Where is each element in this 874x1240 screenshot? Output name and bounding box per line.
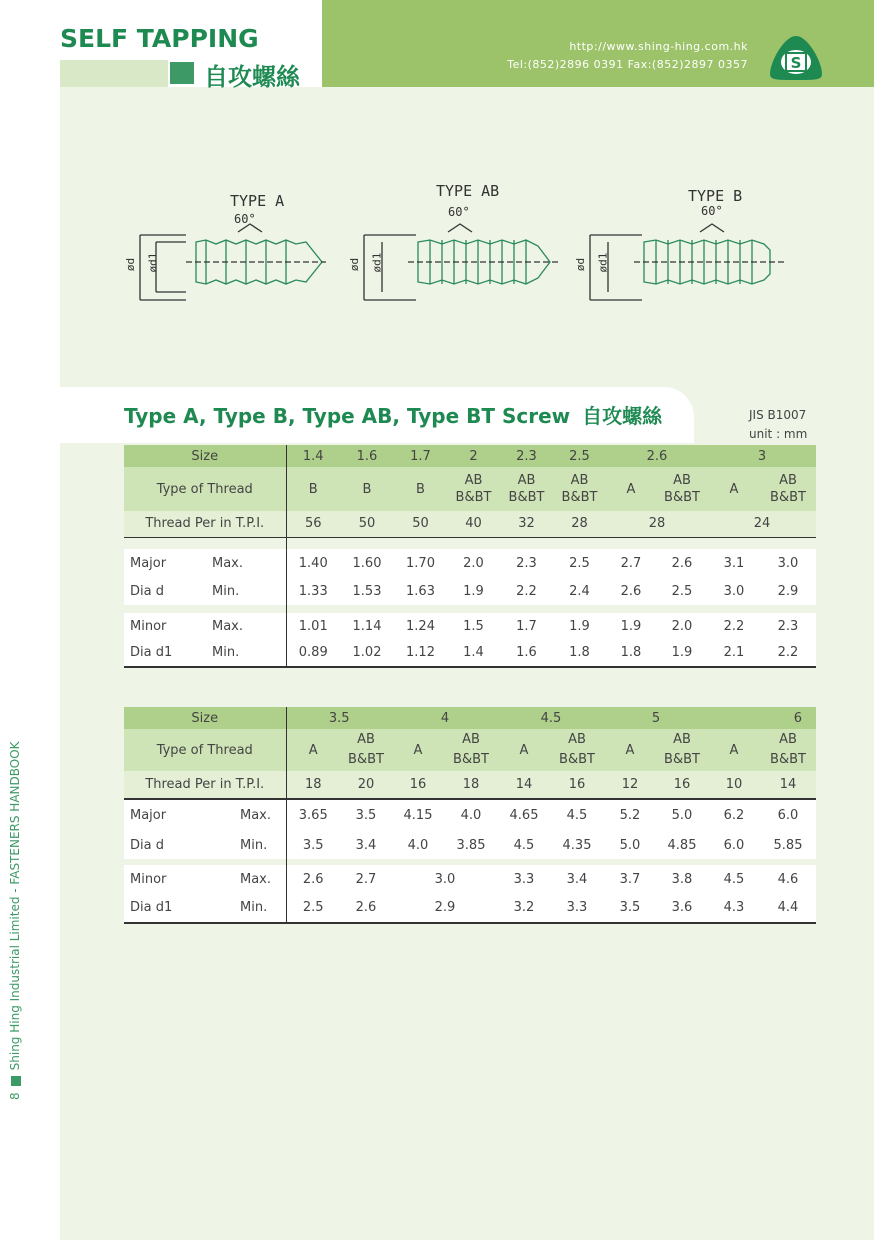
- minor-min-row: [124, 639, 816, 667]
- major-max-row: [124, 799, 816, 831]
- contact-info: [507, 38, 748, 74]
- value-cell: 1.01: [298, 618, 328, 634]
- value-cell: 2.6: [620, 583, 642, 599]
- value-cell: 1.4: [447, 639, 500, 667]
- min-label: Min.: [206, 639, 286, 667]
- sidebar-text: Shing Hing Industrial Limited - FASTENERS HANDBOOK: [8, 741, 22, 1071]
- company-logo-icon: [768, 34, 824, 82]
- thread-type-label: Type of Thread: [124, 729, 286, 771]
- value-cell: 3.1: [723, 555, 745, 571]
- tpi-label: Thread Per in T.P.I.: [124, 511, 286, 537]
- value-cell: 5.0: [671, 808, 693, 823]
- d1-label-b: ød1: [596, 252, 610, 273]
- spacer-row: [124, 537, 816, 549]
- sidebar-square-icon: [11, 1076, 21, 1086]
- value-cell: 2.0: [671, 618, 693, 634]
- tpi-cell: 24: [753, 516, 771, 532]
- size-cell: 3.5: [328, 710, 350, 726]
- value-cell: 1.9: [463, 583, 484, 599]
- tpi-row: [124, 771, 816, 799]
- min-label: Min.: [234, 893, 286, 923]
- tpi-cell: 56: [304, 516, 322, 532]
- value-cell: 4.85: [667, 837, 697, 853]
- thread-cell: AB B&BT: [559, 732, 595, 767]
- value-cell: 3.0: [777, 555, 799, 571]
- value-cell: 2.3: [516, 555, 537, 571]
- thread-cell: AB B&BT: [453, 732, 489, 767]
- size-cell: 1.4: [302, 448, 324, 464]
- sidebar-footer: [8, 741, 22, 1100]
- size-cell: 4.5: [540, 710, 562, 726]
- tpi-cell: 40: [465, 516, 482, 532]
- value-cell: 6.0: [723, 837, 745, 853]
- value-cell: 3.4: [566, 871, 588, 887]
- min-label: Min.: [234, 831, 286, 859]
- value-cell: 1.24: [406, 618, 435, 634]
- value-cell: 3.6: [656, 893, 708, 923]
- type-ab-angle: 60°: [448, 205, 470, 219]
- thread-cell: AB B&BT: [508, 473, 545, 505]
- value-cell: 2.5: [286, 893, 340, 923]
- value-cell: 2.6: [302, 871, 324, 887]
- value-cell: 2.7: [620, 555, 642, 571]
- thread-cell: A: [413, 742, 423, 758]
- major-min-row: [124, 577, 816, 605]
- value-cell: 2.5: [671, 583, 693, 599]
- value-cell: 4.5: [513, 837, 535, 853]
- size-cell: 2.6: [646, 448, 668, 464]
- minor-label: Minor: [130, 618, 167, 634]
- minor-min-row: [124, 893, 816, 923]
- screw-diagrams: [126, 180, 806, 314]
- thread-cell: A: [625, 742, 635, 758]
- section-title-cn: 自攻螺絲: [582, 404, 663, 428]
- value-cell: 2.9: [777, 583, 799, 599]
- d-label-ab: ød: [348, 257, 362, 272]
- value-cell: 2.3: [777, 618, 799, 634]
- page-title-chinese: 自攻螺絲: [204, 63, 300, 91]
- size-label: Size: [124, 445, 286, 467]
- value-cell: 3.65: [298, 808, 328, 823]
- spec-table-2: [124, 707, 816, 924]
- size-cell: 2: [469, 448, 478, 464]
- value-cell: 4.6: [777, 871, 799, 887]
- max-label: Max.: [206, 613, 286, 639]
- min-label: Min.: [206, 577, 286, 605]
- size-cell: 4: [440, 710, 450, 726]
- thread-type-label: Type of Thread: [124, 467, 286, 511]
- standard-code: JIS B1007: [749, 408, 807, 422]
- tpi-label: Thread Per in T.P.I.: [124, 771, 286, 799]
- tpi-cell: 20: [340, 771, 392, 799]
- tpi-cell: 50: [358, 516, 376, 532]
- tpi-cell: 28: [571, 516, 588, 532]
- value-cell: 1.9: [569, 618, 590, 634]
- thread-cell: AB B&BT: [664, 473, 700, 505]
- value-cell: 0.89: [286, 639, 340, 667]
- value-cell: 4.5: [566, 808, 588, 823]
- thread-cell: B: [308, 481, 318, 497]
- value-cell: 3.0: [723, 583, 745, 599]
- thread-cell: A: [626, 481, 636, 497]
- size-cell: 3: [757, 448, 767, 464]
- thread-cell: A: [308, 742, 318, 758]
- thread-type-row: [124, 467, 816, 511]
- value-cell: 1.9: [620, 618, 642, 634]
- value-cell: 1.60: [352, 555, 382, 571]
- value-cell: 3.5: [355, 808, 377, 823]
- value-cell: 4.65: [509, 808, 539, 823]
- value-cell: 5.2: [619, 808, 641, 823]
- value-cell: 1.70: [406, 555, 435, 571]
- value-cell: 5.0: [619, 837, 641, 853]
- value-cell: 4.0: [407, 837, 429, 853]
- dia-d-label: Dia d: [130, 837, 164, 853]
- dia-d1-label: Dia d1: [124, 893, 234, 923]
- size-cell: 6: [793, 710, 802, 726]
- thread-cell: AB B&BT: [455, 473, 492, 505]
- value-cell: 1.6: [500, 639, 553, 667]
- thread-cell: AB B&BT: [348, 732, 384, 767]
- value-cell: 4.5: [723, 871, 745, 887]
- d-label-a: ød: [124, 257, 138, 272]
- phone-fax: Tel:(852)2896 0391 Fax:(852)2897 0357: [507, 58, 748, 71]
- value-cell: 1.63: [406, 583, 435, 599]
- value-cell: 3.2: [498, 893, 550, 923]
- tpi-cell: 16: [392, 771, 444, 799]
- value-cell: 1.53: [352, 583, 382, 599]
- tpi-cell: 28: [648, 516, 666, 532]
- type-b-label: TYPE B: [688, 187, 743, 205]
- thread-cell: AB B&BT: [770, 732, 806, 767]
- value-cell: 2.0: [463, 555, 484, 571]
- value-cell: 1.40: [298, 555, 328, 571]
- value-cell: 4.4: [760, 893, 816, 923]
- value-cell: 3.4: [355, 837, 377, 853]
- value-cell: 3.5: [604, 893, 656, 923]
- tpi-cell: 14: [498, 771, 550, 799]
- value-cell: 6.2: [723, 808, 745, 823]
- page-title: SELF TAPPING: [60, 24, 259, 53]
- spec-table-1: [124, 445, 816, 668]
- tpi-cell: 16: [550, 771, 604, 799]
- type-a-angle: 60°: [234, 212, 256, 226]
- tpi-cell: 12: [604, 771, 656, 799]
- type-a-label: TYPE A: [230, 192, 285, 210]
- value-cell: 5.85: [773, 837, 803, 853]
- value-cell: 2.1: [708, 639, 760, 667]
- value-cell: 3.5: [302, 837, 324, 853]
- d1-label-a: ød1: [146, 252, 160, 273]
- value-cell: 1.9: [656, 639, 708, 667]
- thread-cell: AB B&BT: [770, 473, 806, 505]
- type-ab-label: TYPE AB: [436, 182, 500, 200]
- minor-max-row: [124, 613, 816, 639]
- value-cell: 1.14: [352, 618, 382, 634]
- value-cell: 6.0: [777, 808, 799, 823]
- size-cell: 1.6: [356, 448, 378, 464]
- value-cell: 1.7: [516, 618, 537, 634]
- unit-label: unit : mm: [749, 427, 808, 441]
- section-title: [124, 400, 662, 429]
- dia-d-label: Dia d: [130, 583, 164, 599]
- thread-cell: A: [729, 481, 739, 497]
- thread-cell: B: [416, 481, 425, 497]
- spacer-row: [124, 605, 816, 613]
- website-url[interactable]: http://www.shing-hing.com.hk: [569, 40, 748, 53]
- thread-cell: A: [729, 742, 739, 758]
- size-row: [124, 707, 816, 729]
- section-title-en: Type A, Type B, Type AB, Type BT Screw: [124, 404, 571, 428]
- tpi-cell: 18: [444, 771, 498, 799]
- minor-label: Minor: [130, 871, 167, 887]
- max-label: Max.: [234, 799, 286, 831]
- major-max-row: [124, 549, 816, 577]
- value-cell: 2.9: [392, 893, 498, 923]
- value-cell: 2.2: [760, 639, 816, 667]
- minor-max-row: [124, 865, 816, 893]
- type-b-angle: 60°: [701, 204, 723, 218]
- value-cell: 4.3: [708, 893, 760, 923]
- value-cell: 3.0: [434, 871, 456, 887]
- value-cell: 4.15: [403, 808, 433, 823]
- size-cell: 1.7: [410, 448, 431, 464]
- value-cell: 3.85: [456, 837, 486, 853]
- page-number: 8: [8, 1092, 22, 1100]
- tpi-cell: 50: [412, 516, 429, 532]
- header-square-icon: [170, 62, 194, 84]
- size-cell: 2.5: [569, 448, 590, 464]
- size-label: Size: [124, 707, 286, 729]
- tpi-cell: 10: [708, 771, 760, 799]
- thread-cell: AB B&BT: [561, 473, 598, 505]
- value-cell: 2.6: [671, 555, 693, 571]
- max-label: Max.: [206, 549, 286, 577]
- d-label-b: ød: [574, 257, 588, 272]
- value-cell: 2.2: [516, 583, 537, 599]
- value-cell: 3.7: [619, 871, 641, 887]
- value-cell: 4.35: [562, 837, 592, 853]
- value-cell: 3.8: [671, 871, 693, 887]
- tpi-cell: 32: [518, 516, 535, 532]
- thread-type-row: [124, 729, 816, 771]
- thread-cell: AB B&BT: [664, 732, 700, 767]
- value-cell: 1.33: [298, 583, 328, 599]
- tpi-cell: 18: [286, 771, 340, 799]
- value-cell: 2.7: [355, 871, 377, 887]
- dia-d1-label: Dia d1: [124, 639, 206, 667]
- tpi-cell: 16: [656, 771, 708, 799]
- major-min-row: [124, 831, 816, 859]
- value-cell: 2.6: [340, 893, 392, 923]
- major-label: Major: [130, 555, 167, 571]
- tpi-cell: 14: [760, 771, 816, 799]
- major-label: Major: [130, 808, 167, 823]
- size-cell: 2.3: [516, 448, 537, 464]
- value-cell: 3.3: [550, 893, 604, 923]
- logo-letter: S: [790, 54, 802, 72]
- value-cell: 1.8: [606, 639, 656, 667]
- d1-label-ab: ød1: [370, 252, 384, 273]
- thread-cell: A: [519, 742, 529, 758]
- size-cell: 5: [651, 710, 661, 726]
- thread-cell: B: [362, 481, 372, 497]
- value-cell: 2.4: [569, 583, 590, 599]
- value-cell: 1.5: [463, 618, 484, 634]
- value-cell: 1.12: [394, 639, 447, 667]
- value-cell: 1.8: [553, 639, 606, 667]
- max-label: Max.: [234, 865, 286, 893]
- value-cell: 2.5: [569, 555, 590, 571]
- tpi-row: [124, 511, 816, 537]
- value-cell: 1.02: [340, 639, 394, 667]
- standard-info: [749, 406, 807, 444]
- size-row: [124, 445, 816, 467]
- value-cell: 2.2: [723, 618, 745, 634]
- value-cell: 4.0: [460, 808, 482, 823]
- header-accent-bar: [60, 60, 168, 87]
- value-cell: 3.3: [513, 871, 535, 887]
